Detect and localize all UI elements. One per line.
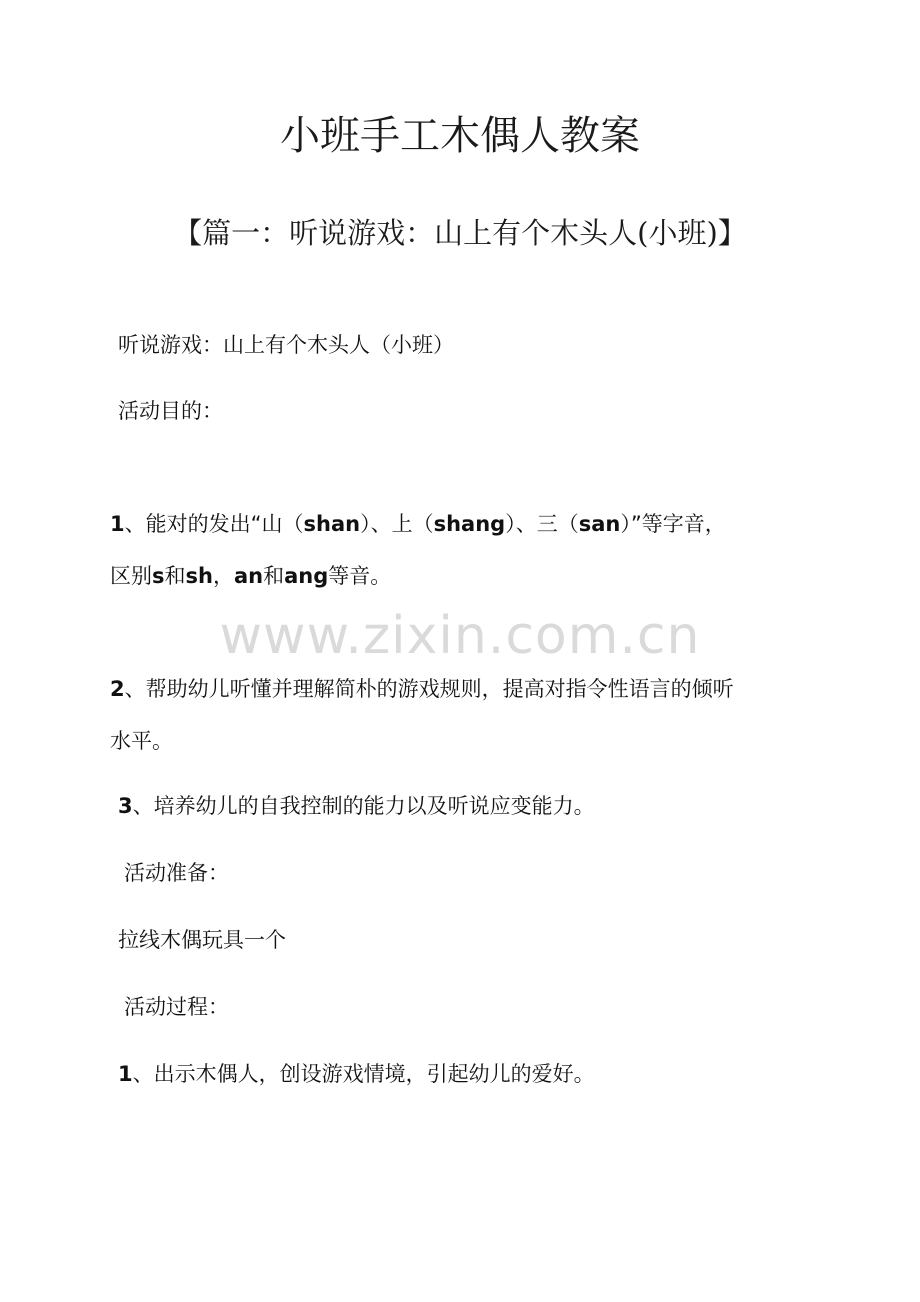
prep-heading: 活动准备：: [124, 861, 229, 885]
process-heading: 活动过程：: [124, 995, 229, 1019]
goal-2-line-2: 水平。: [110, 729, 173, 753]
watermark: www.zixin.com.cn: [219, 606, 701, 666]
goal-heading: 活动目的：: [118, 399, 223, 423]
goal-1-line-2: 区别s和sh，an和ang等音。: [110, 564, 392, 588]
goal-2-line-1: 2、帮助幼儿听懂并理解简朴的游戏规则，提高对指令性语言的倾听: [110, 677, 734, 701]
game-name-line: 听说游戏：山上有个木头人（小班）: [118, 333, 454, 357]
goal-1-line-1: 1、能对的发出“山（shan）、上（shang）、三（san）”等字音，: [110, 512, 726, 536]
section-title: 【篇一：听说游戏：山上有个木头人(小班)】: [173, 216, 747, 250]
prep-item: 拉线木偶玩具一个: [118, 928, 286, 952]
goal-3-line: 3、培养幼儿的自我控制的能力以及听说应变能力。: [118, 794, 595, 818]
page-title: 小班手工木偶人教案: [280, 113, 640, 159]
process-step-1: 1、出示木偶人，创设游戏情境，引起幼儿的爱好。: [118, 1062, 595, 1086]
